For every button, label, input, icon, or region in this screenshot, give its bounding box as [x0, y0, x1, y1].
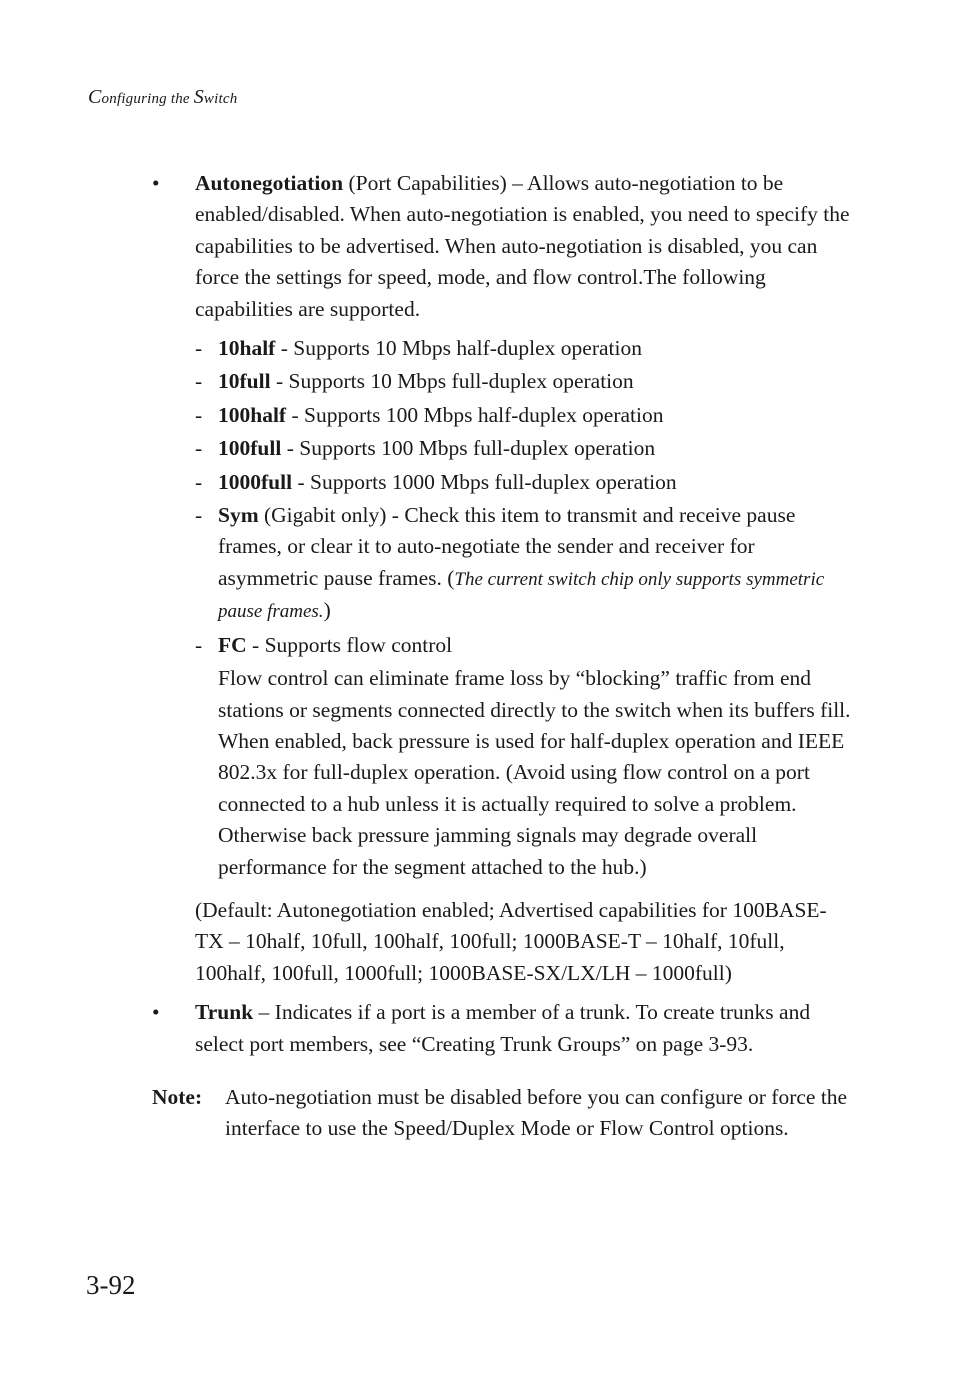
fc-item: - FC - Supports flow control [195, 632, 453, 657]
bullet-icon: • [152, 171, 160, 195]
capability-item: - 10full - Supports 10 Mbps full-duplex operation [195, 369, 634, 394]
autonegotiation-term: Autonegotiation [195, 171, 344, 195]
trunk-item [152, 997, 852, 1060]
flow-control-detail: Flow control can eliminate frame loss by “blocking” traffic from end stations or segments connected directly to the switch when its buffers fill. When enabled, back pressure is used for half-duplex operation and IEEE 802.3x for full-duplex operation. (Avoid using flow control on a port connected to a hub unless it is actually required to solve a problem. Otherwise back pressure jamming signals may degrade overall performance for the segment attached to the hub.) [218, 666, 851, 879]
page-number: 3-92 [86, 1270, 136, 1300]
capability-item: - 1000full - Supports 1000 Mbps full-duplex operation [195, 469, 677, 494]
capability-item: - 100full - Supports 100 Mbps full-duplex operation [195, 436, 656, 461]
note-label: Note: [152, 1084, 203, 1109]
note-block [152, 1082, 852, 1145]
autonegotiation-text: (Port Capabilities) – Allows auto-negotiation to be enabled/disabled. When auto-negotiation is enabled, you need to specify the capabilities to be advertised. When auto-negotiation is disabled, you can force the settings for speed, mode, and flow control.The following capabilities are supported. [195, 171, 850, 321]
sym-item: - Sym (Gigabit only) - Check this item to transmit and receive pause frames, or clear it to auto-negotiate the sender and receiver for asymmetric pause frames. (The current switch chip only supports symmetric pause frames.) [195, 503, 825, 623]
default-capabilities: (Default: Autonegotiation enabled; Advertised capabilities for 100BASE-TX – 10half, 10full, 100half, 100full; 1000BASE-T – 10half, 10full, 100half, 100full, 1000full; 1000BASE-SX/LX/LH – 1000full) [195, 897, 827, 985]
capability-item: - 100half - Supports 100 Mbps half-duplex operation [195, 402, 664, 427]
page-body [152, 168, 852, 1145]
trunk-term: Trunk [195, 1000, 254, 1025]
trunk-text: – Indicates if a port is a member of a trunk. To create trunks and select port members, see “Creating Trunk Groups” on page 3-93. [195, 1000, 811, 1056]
note-text: Auto-negotiation must be disabled before you can configure or force the interface to use the Speed/Duplex Mode or Flow Control options. [225, 1084, 848, 1141]
bullet-icon: • [152, 1000, 160, 1025]
autonegotiation-item [152, 168, 852, 325]
running-header: Configuring the Switch [88, 86, 238, 108]
capability-item: - 10half - Supports 10 Mbps half-duplex operation [195, 336, 642, 361]
